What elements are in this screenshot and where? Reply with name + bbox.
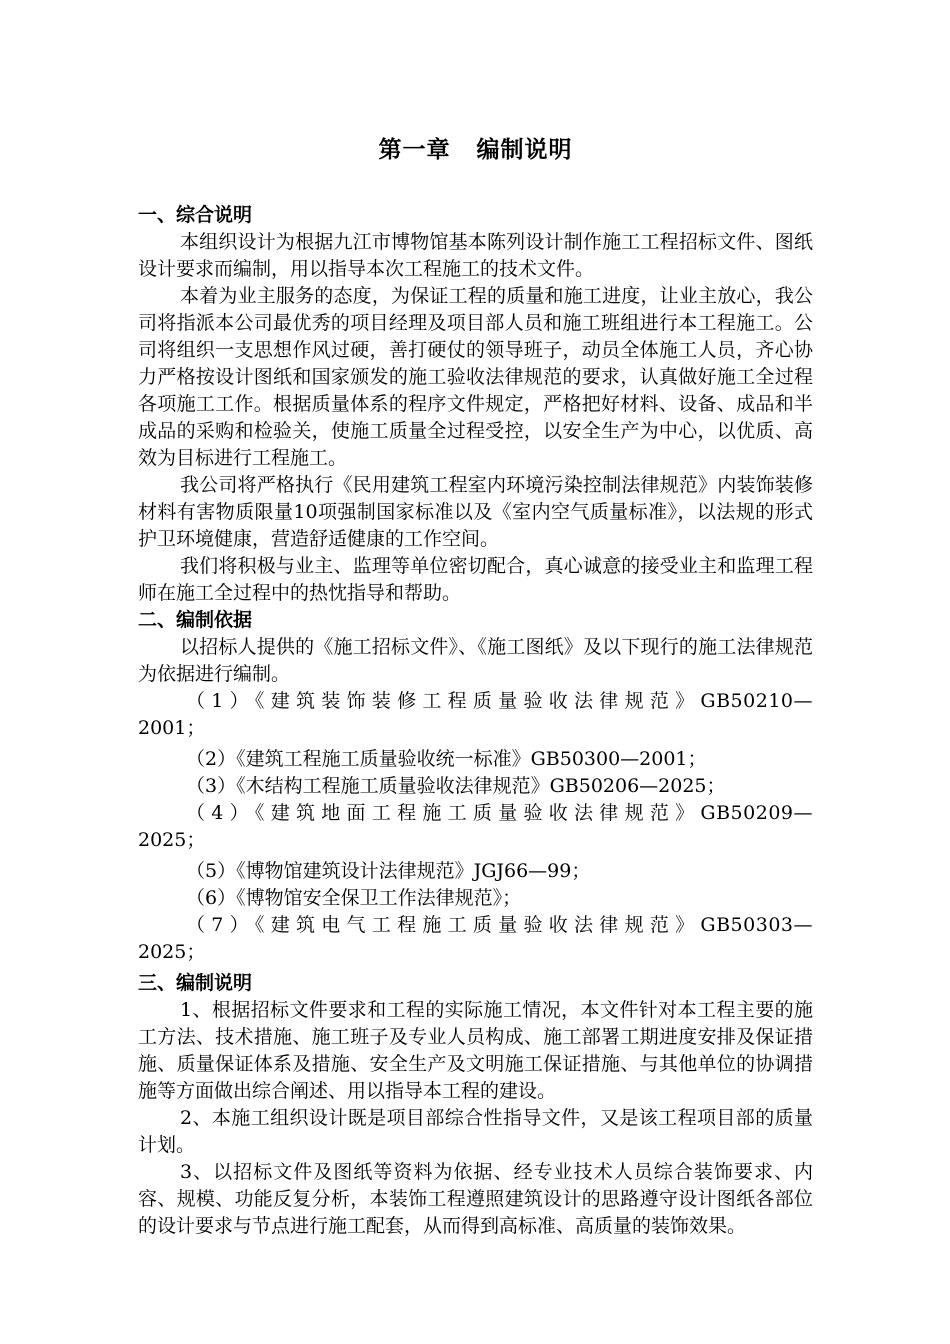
- paragraph: 1、根据招标文件要求和工程的实际施工情况，本文件针对本工程主要的施工方法、技术措施、施工班子及专业人员构成、施工部署工期进度安排及保证措施、质量保证体系及措施、安全生产及文明施工保证措施、与其他单位的协调措施等方面做出综合阐述、用以指导本工程的建设。: [138, 999, 813, 1102]
- paragraph: 我公司将严格执行《民用建筑工程室内环境污染控制法律规范》内装饰装修材料有害物质限量10项强制国家标准以及《室内空气质量标准》，以法规的形式护卫环境健康，营造舒适健康的工作空间。: [138, 474, 813, 550]
- chapter-title: [138, 130, 813, 170]
- section-heading-basis: 二、编制依据: [138, 609, 253, 631]
- chapter-number: 第一章: [378, 137, 451, 163]
- list-item: （4）《建筑地面工程施工质量验收法律规范》GB50209—: [186, 802, 813, 824]
- paragraph: 2、本施工组织设计既是项目部综合性指导文件，又是该工程项目部的质量计划。: [138, 1107, 813, 1156]
- paragraph: 本着为业主服务的态度，为保证工程的质量和施工进度，让业主放心，我公司将指派本公司最优秀的项目经理及项目部人员和施工班组进行本工程施工。公司将组织一支思想作风过硬，善打硬仗的领导班子，动员全体施工人员，齐心协力严格按设计图纸和国家颁发的施工验收法律规范的要求，认真做好施工全过程各项施工工作。根据质量体系的程序文件规定，严格把好材料、设备、成品和半成品的采购和检验关，使施工质量全过程受控，以安全生产为中心，以优质、高效为目标进行工程施工。: [138, 285, 813, 469]
- list-item: （3）《木结构工程施工质量验收法律规范》GB50206—2025；: [186, 775, 726, 797]
- section-heading-notes: 三、编制说明: [138, 972, 253, 994]
- list-item: （7）《建筑电气工程施工质量验收法律规范》GB50303—: [186, 914, 813, 936]
- list-item: （6）《博物馆安全保卫工作法律规范》；: [186, 887, 522, 909]
- document-page: [138, 130, 813, 1240]
- list-item-continuation: 2001；: [138, 717, 206, 739]
- chapter-name: 编制说明: [476, 137, 573, 163]
- list-item-continuation: 2025；: [138, 941, 206, 963]
- paragraph: 本组织设计为根据九江市博物馆基本陈列设计制作施工工程招标文件、图纸设计要求而编制，用以指导本次工程施工的技术文件。: [138, 231, 813, 280]
- list-item: （2）《建筑工程施工质量验收统一标准》GB50300—2001；: [186, 748, 707, 770]
- paragraph: 3、以招标文件及图纸等资料为依据、经专业技术人员综合装饰要求、内容、规模、功能反复分析，本装饰工程遵照建筑设计的思路遵守设计图纸各部位的设计要求与节点进行施工配套，从而得到高标准、高质量的装饰效果。: [138, 1161, 813, 1237]
- paragraph: 我们将积极与业主、监理等单位密切配合，真心诚意的接受业主和监理工程师在施工全过程中的热忱指导和帮助。: [138, 555, 813, 604]
- standards-list: [138, 688, 813, 966]
- list-item: （1）《建筑装饰装修工程质量验收法律规范》GB50210—: [186, 690, 813, 712]
- list-item-continuation: 2025；: [138, 829, 206, 851]
- section-heading-overview: 一、综合说明: [138, 204, 253, 226]
- list-item: （5）《博物馆建筑设计法律规范》JGJ66—99；: [186, 860, 591, 882]
- paragraph: 以招标人提供的《施工招标文件》、《施工图纸》及以下现行的施工法律规范为依据进行编制。: [138, 636, 813, 685]
